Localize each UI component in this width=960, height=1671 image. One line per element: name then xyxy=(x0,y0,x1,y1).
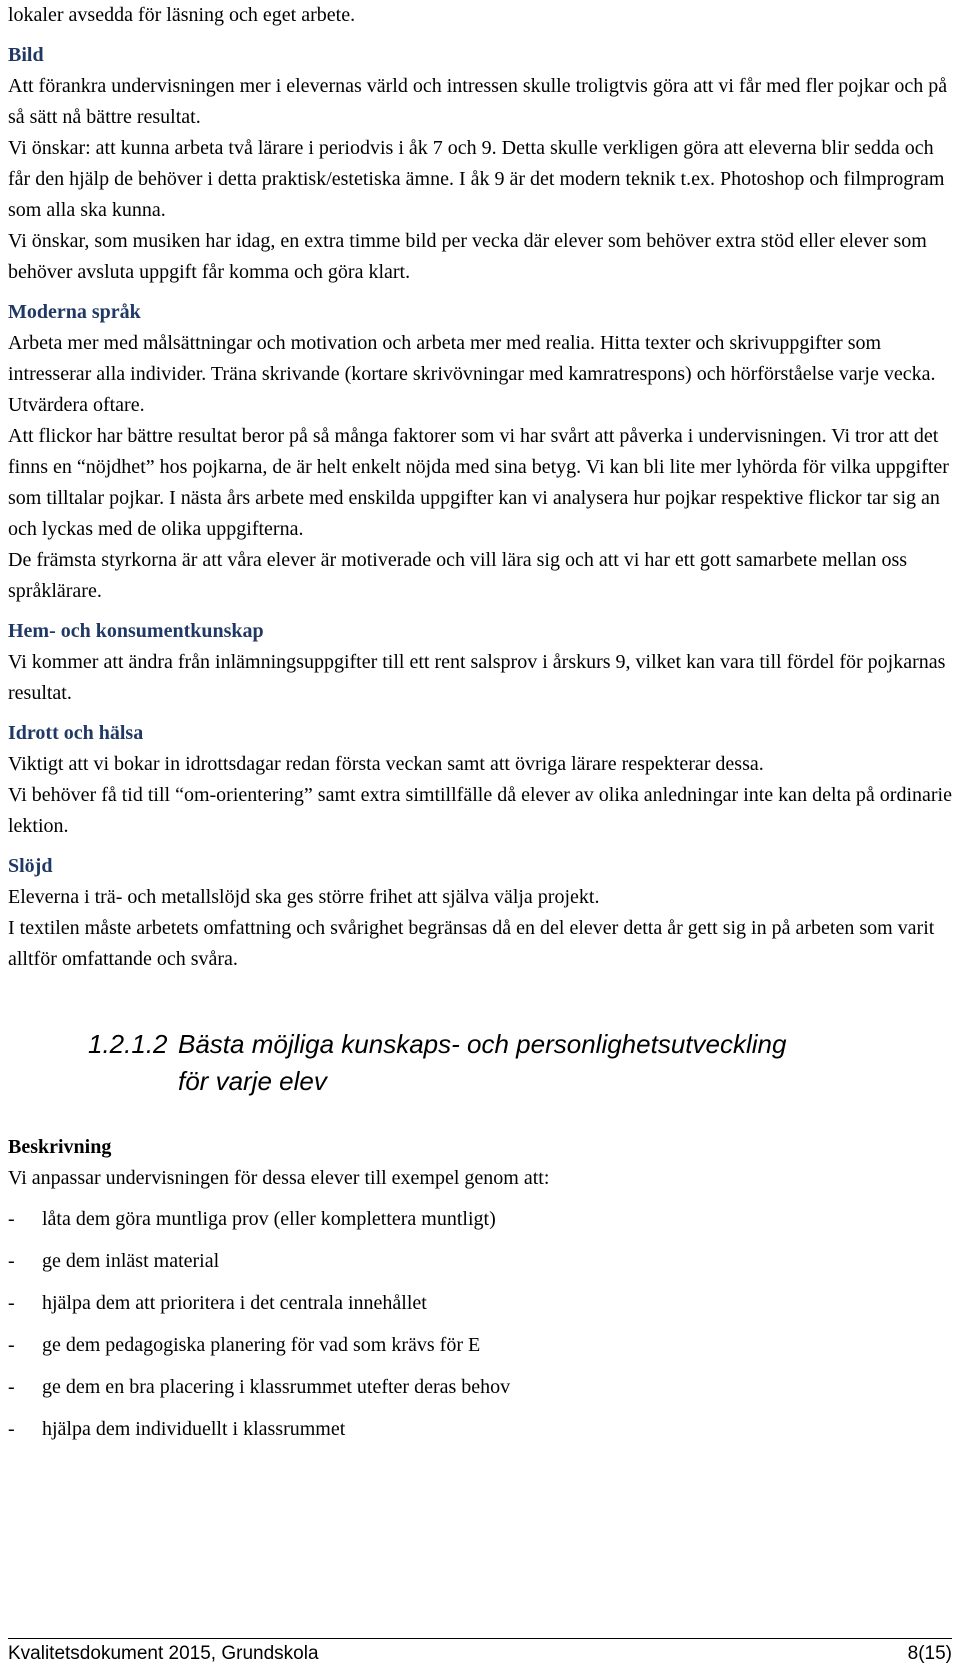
list-item-text: hjälpa dem individuellt i klassrummet xyxy=(42,1418,346,1440)
list-item xyxy=(8,1246,952,1277)
footer-page-indicator: 8(15) xyxy=(907,1643,952,1664)
list-item-text: ge dem en bra placering i klassrummet utefter deras behov xyxy=(42,1376,511,1398)
adaptation-list xyxy=(8,1204,952,1445)
list-dash: - xyxy=(8,1334,15,1356)
beskrivning-heading: Beskrivning xyxy=(8,1136,112,1158)
list-item xyxy=(8,1288,952,1319)
moderna-sprak-paragraph-2: Att flickor har bättre resultat beror på så många faktorer som vi har svårt att påverka i undervisningen. Vi tror att det finns en “nöjdhet” hos pojkarna, de är helt enkelt nöjda med sina betyg. Vi kan bli lite mer lyhörda för vilka uppgifter som tilltalar pojkar. I nästa års arbete med enskilda uppgifter kan vi analysera hur pojkar respektive flickor tar sig an och lyckas med de olika uppgifterna. xyxy=(8,425,949,540)
list-dash: - xyxy=(8,1376,15,1398)
section-heading-bild: Bild xyxy=(8,44,44,66)
bild-paragraph-3: Vi önskar, som musiken har idag, en extra timme bild per vecka där elever som behöver extra stöd eller elever som behöver avsluta uppgift får komma och göra klart. xyxy=(8,230,927,283)
list-dash: - xyxy=(8,1292,15,1314)
list-item xyxy=(8,1372,952,1403)
section-heading-idrott: Idrott och hälsa xyxy=(8,722,144,744)
subsection-title-line-1: Bästa möjliga kunskaps- och personlighetsutveckling xyxy=(178,1029,787,1059)
list-item-text: hjälpa dem att prioritera i det centrala innehållet xyxy=(42,1292,427,1314)
section-heading-moderna-sprak: Moderna språk xyxy=(8,301,141,323)
footer-document-title: Kvalitetsdokument 2015, Grundskola xyxy=(8,1643,319,1664)
slojd-paragraph-2: I textilen måste arbetets omfattning och svårighet begränsas då en del elever detta år gett sig in på arbeten som varit alltför omfattande och svåra. xyxy=(8,917,935,970)
slojd-paragraph-1: Eleverna i trä- och metallslöjd ska ges större frihet att själva välja projekt. xyxy=(8,886,600,908)
hem-konsument-paragraph-1: Vi kommer att ändra från inlämningsuppgifter till ett rent salsprov i årskurs 9, vilket kan vara till fördel för pojkarnas resultat. xyxy=(8,651,946,704)
document-page xyxy=(8,0,952,1456)
moderna-sprak-paragraph-3: De främsta styrkorna är att våra elever är motiverade och vill lära sig och att vi har ett gott samarbete mellan oss språklärare. xyxy=(8,549,908,602)
list-dash: - xyxy=(8,1418,15,1440)
subsection-title-line-2: för varje elev xyxy=(178,1066,327,1096)
list-item xyxy=(8,1204,952,1235)
section-heading-hem-konsument: Hem- och konsumentkunskap xyxy=(8,620,264,642)
intro-line: lokaler avsedda för läsning och eget arbete. xyxy=(8,4,356,26)
list-item-text: låta dem göra muntliga prov (eller komplettera muntligt) xyxy=(42,1208,496,1230)
idrott-paragraph-2: Vi behöver få tid till “om-orientering” samt extra simtillfälle då elever av olika anledningar inte kan delta på ordinarie lektion. xyxy=(8,784,952,837)
list-dash: - xyxy=(8,1208,15,1230)
bild-paragraph-2: Vi önskar: att kunna arbeta två lärare i periodvis i åk 7 och 9. Detta skulle verkligen göra att eleverna blir sedda och får den hjälp de behöver i detta praktisk/estetiska ämne. I åk 9 är det modern teknik t.ex. Photoshop och filmprogram som alla ska kunna. xyxy=(8,137,945,221)
subsection-number: 1.2.1.2 xyxy=(88,1029,168,1059)
list-intro: Vi anpassar undervisningen för dessa elever till exempel genom att: xyxy=(8,1167,550,1189)
idrott-paragraph-1: Viktigt att vi bokar in idrottsdagar redan första veckan samt att övriga lärare respekterar dessa. xyxy=(8,753,764,775)
list-dash: - xyxy=(8,1250,15,1272)
list-item-text: ge dem pedagogiska planering för vad som krävs för E xyxy=(42,1334,481,1356)
moderna-sprak-paragraph-1: Arbeta mer med målsättningar och motivation och arbeta mer med realia. Hitta texter och skrivuppgifter som intresserar alla individer. Träna skrivande (kortare skrivövningar med kamratrespons) och hörförståelse varje vecka. Utvärdera oftare. xyxy=(8,332,936,416)
footer-divider xyxy=(8,1638,952,1639)
list-item xyxy=(8,1414,952,1445)
section-heading-slojd: Slöjd xyxy=(8,855,53,877)
subsection-heading xyxy=(88,1026,952,1100)
list-item-text: ge dem inläst material xyxy=(42,1250,220,1272)
bild-paragraph-1: Att förankra undervisningen mer i elevernas värld och intressen skulle troligtvis göra att vi får med fler pojkar och på så sätt nå bättre resultat. xyxy=(8,75,948,128)
list-item xyxy=(8,1330,952,1361)
